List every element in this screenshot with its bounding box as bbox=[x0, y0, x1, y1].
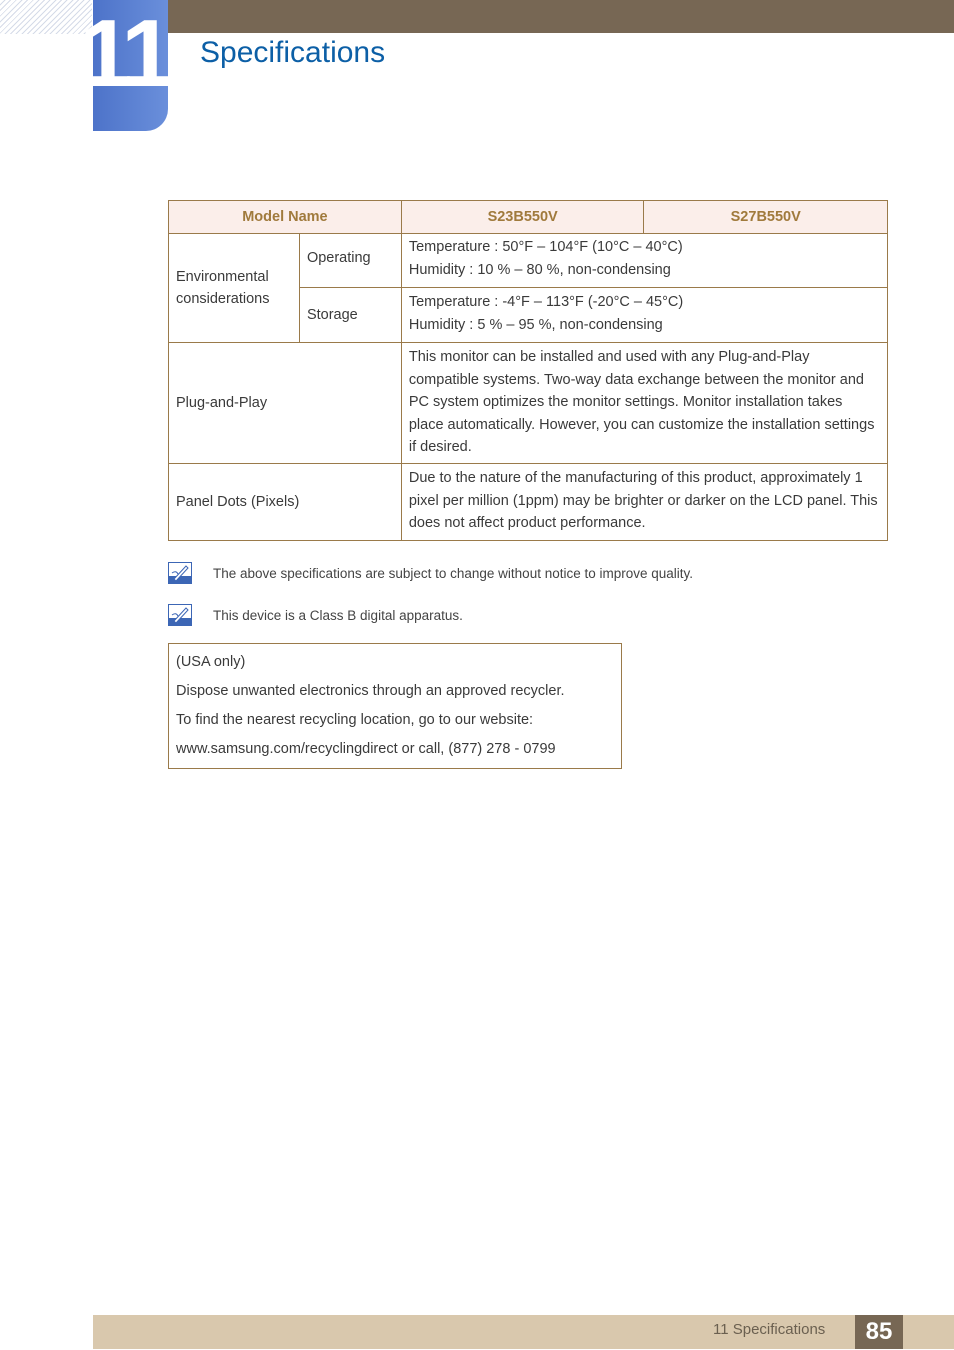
note-text: The above specifications are subject to change without notice to improve quality. bbox=[213, 565, 694, 581]
storage-label: Storage bbox=[299, 288, 401, 343]
storage-temperature: Temperature : -4°F – 113°F (-20°C – 45°C) bbox=[408, 294, 684, 310]
plug-and-play-text: This monitor can be installed and used with any Plug-and-Play compatible systems. Two-way data exchange between the monitor and PC system optimizes the monitor settings. Monitor installation takes place automatically. However, you can customize the installation settings if desired. bbox=[401, 343, 887, 464]
chapter-tab bbox=[79, 0, 169, 131]
panel-dots-label: Panel Dots (Pixels) bbox=[169, 464, 402, 541]
storage-humidity: Humidity : 5 % – 95 %, non-condensing bbox=[408, 316, 663, 333]
recycling-line: www.samsung.com/recyclingdirect or call, (877) 278 - 0799 bbox=[176, 741, 556, 757]
table-header-row bbox=[169, 201, 888, 234]
note-specifications bbox=[168, 562, 693, 584]
chapter-title: Specifications bbox=[200, 36, 386, 69]
table-row bbox=[169, 464, 888, 541]
panel-dots-text: Due to the nature of the manufacturing of this product, approximately 1 pixel per million (1ppm) may be brighter or darker on the LCD panel. This does not affect product performance. bbox=[401, 464, 887, 541]
table-row bbox=[169, 234, 888, 288]
chapter-number: 11 bbox=[79, 0, 169, 107]
recycling-info-box bbox=[168, 643, 622, 769]
storage-values bbox=[401, 288, 887, 343]
environmental-label: Environmental considerations bbox=[169, 234, 300, 343]
note-class-b bbox=[168, 604, 463, 626]
header-model-s23: S23B550V bbox=[401, 201, 644, 234]
header-bar bbox=[168, 0, 954, 33]
recycling-line: Dispose unwanted electronics through an approved recycler. bbox=[176, 683, 565, 699]
note-pencil-icon bbox=[168, 604, 192, 626]
recycling-line: To find the nearest recycling location, go to our website: bbox=[176, 712, 534, 728]
operating-humidity: Humidity : 10 % – 80 %, non-condensing bbox=[408, 261, 671, 278]
operating-label: Operating bbox=[299, 234, 401, 288]
operating-values bbox=[401, 234, 887, 288]
page-number: 85 bbox=[855, 1315, 903, 1349]
operating-temperature: Temperature : 50°F – 104°F (10°C – 40°C) bbox=[408, 239, 683, 255]
note-pencil-icon bbox=[168, 562, 192, 584]
table-row bbox=[169, 343, 888, 464]
specifications-table bbox=[168, 200, 888, 541]
recycling-line: (USA only) bbox=[176, 654, 246, 670]
plug-and-play-label: Plug-and-Play bbox=[169, 343, 402, 464]
note-text: This device is a Class B digital apparatus. bbox=[213, 607, 463, 623]
header-model-name: Model Name bbox=[169, 201, 402, 234]
footer-section-label: 11 Specifications bbox=[713, 1321, 826, 1338]
header-model-s27: S27B550V bbox=[644, 201, 888, 234]
